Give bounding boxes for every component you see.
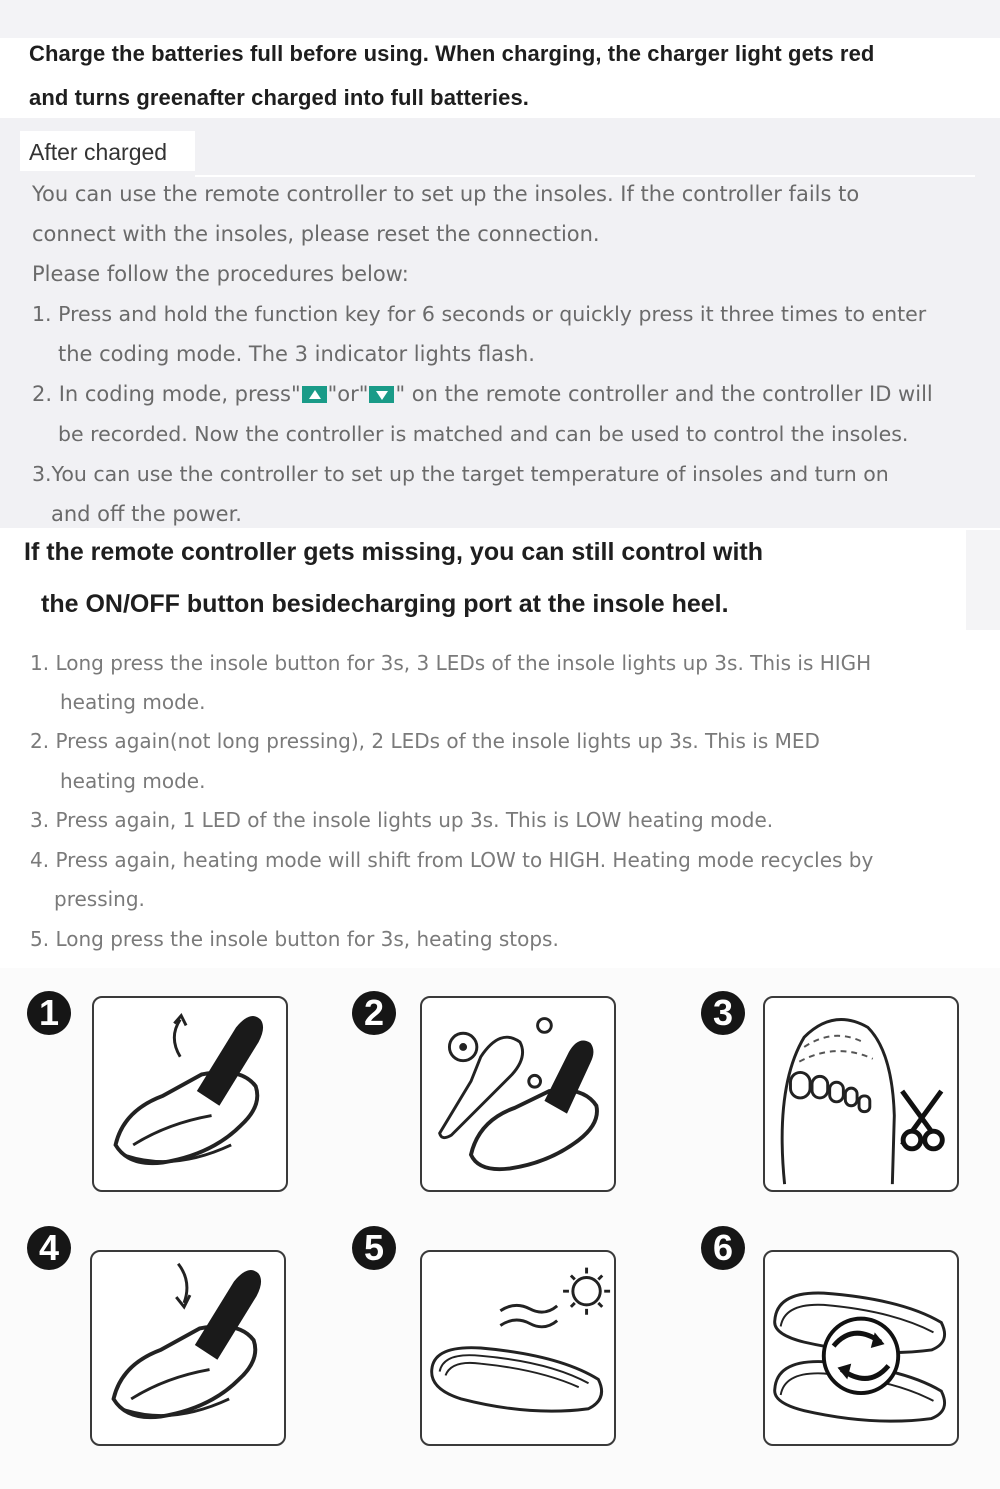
step-number-2: 2 <box>352 991 396 1035</box>
step-1-line-a: 1. Press and hold the function key for 6 seconds or quickly press it three times to enter <box>32 302 927 326</box>
side-patch <box>966 530 1000 630</box>
step-number-5: 5 <box>352 1226 396 1270</box>
manual-item-4b: pressing. <box>54 887 145 911</box>
step-panel-2 <box>420 996 616 1192</box>
step-number-4: 4 <box>27 1226 71 1270</box>
manual-item-3: 3. Press again, 1 LED of the insole lights up 3s. This is LOW heating mode. <box>30 808 774 832</box>
shoe-remove-icon <box>92 1252 284 1444</box>
intro-line-1: You can use the remote controller to set up the insoles. If the controller fails to <box>32 182 860 206</box>
manual-item-2b: heating mode. <box>60 769 206 793</box>
manual-item-1b: heating mode. <box>60 690 206 714</box>
manual-item-1a: 1. Long press the insole button for 3s, 3 LEDs of the insole lights up 3s. This is HIGH <box>30 651 872 675</box>
header-line-1: Charge the batteries full before using. When charging, the charger light gets red <box>29 41 875 66</box>
foot-trim-icon <box>765 998 957 1190</box>
manual-item-5: 5. Long press the insole button for 3s, heating stops. <box>30 927 559 951</box>
step-number-3: 3 <box>701 991 745 1035</box>
step-panel-5 <box>420 1250 616 1446</box>
step-panel-1 <box>92 996 288 1192</box>
step-panel-4 <box>90 1250 286 1446</box>
step-2-line-a <box>32 382 933 406</box>
manual-item-2a: 2. Press again(not long pressing), 2 LEDs of the insole lights up 3s. This is MED <box>30 729 820 753</box>
after-charged-heading: After charged <box>29 139 168 165</box>
step-1-line-b: the coding mode. The 3 indicator lights flash. <box>58 342 535 366</box>
step-number-1: 1 <box>27 991 71 1035</box>
intro-line-3: Please follow the procedures below: <box>32 262 409 286</box>
up-arrow-icon <box>302 386 327 403</box>
step-2-line-b: be recorded. Now the controller is matched and can be used to control the insoles. <box>58 422 909 446</box>
manual-heading-2: the ON/OFF button besidecharging port at the insole heel. <box>41 590 729 618</box>
step-number-6: 6 <box>701 1226 745 1270</box>
step-panel-6 <box>763 1250 959 1446</box>
manual-heading-1: If the remote controller gets missing, you can still control with <box>24 538 764 566</box>
shoe-insert-icon <box>94 998 286 1190</box>
top-strip <box>0 0 1000 38</box>
manual-item-4a: 4. Press again, heating mode will shift from LOW to HIGH. Heating mode recycles by <box>30 848 874 872</box>
step-panel-3 <box>763 996 959 1192</box>
step-2-suffix: " on the remote controller and the controller ID will <box>395 382 933 406</box>
header-line-2: and turns greenafter charged into full batteries. <box>29 85 529 110</box>
insole-flip-icon <box>765 1252 957 1444</box>
step-2-prefix: 2. In coding mode, press" <box>32 382 301 406</box>
shoe-clean-icon <box>422 998 614 1190</box>
intro-line-2: connect with the insoles, please reset the connection. <box>32 222 600 246</box>
down-arrow-icon <box>369 386 394 403</box>
step-3-line-b: and off the power. <box>51 502 242 526</box>
heading-rule <box>195 175 975 177</box>
step-2-mid: "or" <box>327 382 369 406</box>
insole-dry-icon <box>422 1252 614 1444</box>
step-3-line-a: 3.You can use the controller to set up the target temperature of insoles and turn on <box>32 462 889 486</box>
